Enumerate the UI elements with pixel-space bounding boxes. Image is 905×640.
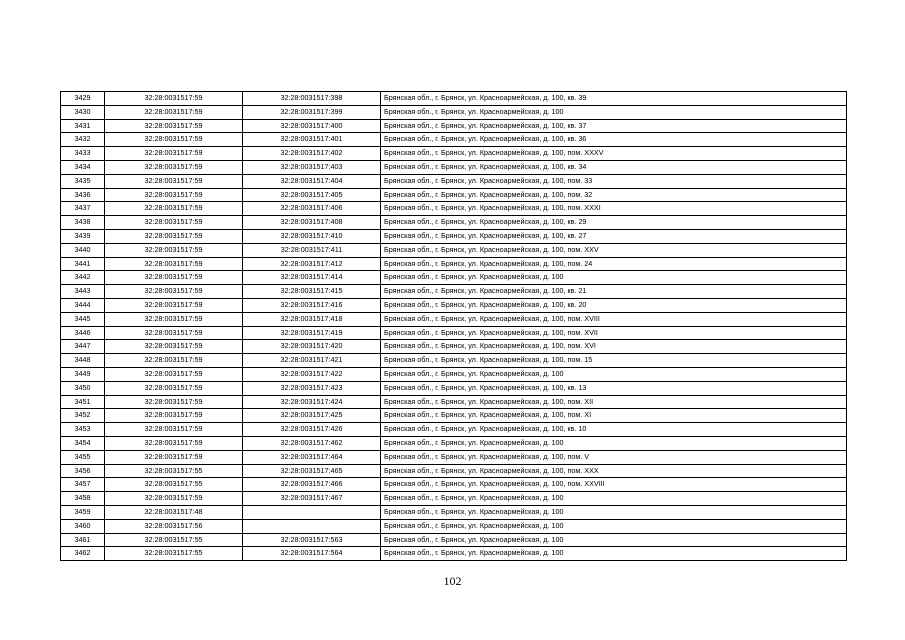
row-number-cell: 3438 <box>61 216 105 230</box>
parent-cadastral-cell: 32:28:0031517:59 <box>105 160 243 174</box>
cadastral-number-cell: 32:28:0031517:424 <box>243 395 381 409</box>
cadastral-number-cell: 32:28:0031517:411 <box>243 243 381 257</box>
cadastral-number-cell: 32:28:0031517:564 <box>243 547 381 561</box>
parent-cadastral-cell: 32:28:0031517:59 <box>105 257 243 271</box>
row-number-cell: 3444 <box>61 298 105 312</box>
address-cell: Брянская обл., г. Брянск, ул. Красноармейская, д. 100 <box>381 505 847 519</box>
table-row <box>61 409 847 423</box>
parent-cadastral-cell: 32:28:0031517:55 <box>105 547 243 561</box>
cadastral-number-cell: 32:28:0031517:408 <box>243 216 381 230</box>
address-cell: Брянская обл., г. Брянск, ул. Красноармейская, д. 100, пом. XVII <box>381 326 847 340</box>
parent-cadastral-cell: 32:28:0031517:59 <box>105 381 243 395</box>
parent-cadastral-cell: 32:28:0031517:59 <box>105 216 243 230</box>
parent-cadastral-cell: 32:28:0031517:59 <box>105 188 243 202</box>
address-cell: Брянская обл., г. Брянск, ул. Красноармейская, д. 100, пом. 24 <box>381 257 847 271</box>
cadastral-number-cell <box>243 505 381 519</box>
cadastral-number-cell: 32:28:0031517:400 <box>243 119 381 133</box>
address-cell: Брянская обл., г. Брянск, ул. Красноармейская, д. 100, кв. 20 <box>381 298 847 312</box>
table-row <box>61 423 847 437</box>
address-cell: Брянская обл., г. Брянск, ул. Красноармейская, д. 100, пом. XXXI <box>381 202 847 216</box>
table-row <box>61 271 847 285</box>
cadastral-number-cell: 32:28:0031517:418 <box>243 312 381 326</box>
parent-cadastral-cell: 32:28:0031517:55 <box>105 533 243 547</box>
address-cell: Брянская обл., г. Брянск, ул. Красноармейская, д. 100, кв. 27 <box>381 229 847 243</box>
row-number-cell: 3436 <box>61 188 105 202</box>
parent-cadastral-cell: 32:28:0031517:59 <box>105 202 243 216</box>
table-row <box>61 436 847 450</box>
row-number-cell: 3452 <box>61 409 105 423</box>
table-row <box>61 229 847 243</box>
cadastral-number-cell: 32:28:0031517:464 <box>243 450 381 464</box>
cadastral-number-cell: 32:28:0031517:465 <box>243 464 381 478</box>
row-number-cell: 3445 <box>61 312 105 326</box>
row-number-cell: 3450 <box>61 381 105 395</box>
parent-cadastral-cell: 32:28:0031517:59 <box>105 105 243 119</box>
cadastral-number-cell: 32:28:0031517:399 <box>243 105 381 119</box>
row-number-cell: 3459 <box>61 505 105 519</box>
table-row <box>61 105 847 119</box>
row-number-cell: 3460 <box>61 519 105 533</box>
row-number-cell: 3462 <box>61 547 105 561</box>
table-row <box>61 312 847 326</box>
row-number-cell: 3441 <box>61 257 105 271</box>
row-number-cell: 3439 <box>61 229 105 243</box>
row-number-cell: 3447 <box>61 340 105 354</box>
address-cell: Брянская обл., г. Брянск, ул. Красноармейская, д. 100, пом. XXXV <box>381 147 847 161</box>
parent-cadastral-cell: 32:28:0031517:59 <box>105 354 243 368</box>
cadastral-number-cell: 32:28:0031517:466 <box>243 478 381 492</box>
address-cell: Брянская обл., г. Брянск, ул. Красноармейская, д. 100, кв. 21 <box>381 285 847 299</box>
address-cell: Брянская обл., г. Брянск, ул. Красноармейская, д. 100, кв. 39 <box>381 92 847 106</box>
address-cell: Брянская обл., г. Брянск, ул. Красноармейская, д. 100, пом. XVIII <box>381 312 847 326</box>
parent-cadastral-cell: 32:28:0031517:59 <box>105 298 243 312</box>
address-cell: Брянская обл., г. Брянск, ул. Красноармейская, д. 100, пом. XXV <box>381 243 847 257</box>
cadastral-number-cell: 32:28:0031517:563 <box>243 533 381 547</box>
table-row <box>61 533 847 547</box>
cadastral-number-cell: 32:28:0031517:412 <box>243 257 381 271</box>
cadastral-number-cell: 32:28:0031517:415 <box>243 285 381 299</box>
cadastral-number-cell: 32:28:0031517:426 <box>243 423 381 437</box>
row-number-cell: 3449 <box>61 367 105 381</box>
address-cell: Брянская обл., г. Брянск, ул. Красноармейская, д. 100, кв. 13 <box>381 381 847 395</box>
address-cell: Брянская обл., г. Брянск, ул. Красноармейская, д. 100, пом. XVI <box>381 340 847 354</box>
table-row <box>61 174 847 188</box>
address-cell: Брянская обл., г. Брянск, ул. Красноармейская, д. 100, кв. 29 <box>381 216 847 230</box>
address-cell: Брянская обл., г. Брянск, ул. Красноармейская, д. 100, пом. XI <box>381 409 847 423</box>
table-body <box>61 92 847 561</box>
table-row <box>61 519 847 533</box>
table-row <box>61 464 847 478</box>
table-row <box>61 547 847 561</box>
row-number-cell: 3440 <box>61 243 105 257</box>
address-cell: Брянская обл., г. Брянск, ул. Красноармейская, д. 100 <box>381 533 847 547</box>
table-row <box>61 92 847 106</box>
table-row <box>61 298 847 312</box>
page-number: 102 <box>443 574 462 588</box>
address-cell: Брянская обл., г. Брянск, ул. Красноармейская, д. 100 <box>381 547 847 561</box>
table-row <box>61 257 847 271</box>
parent-cadastral-cell: 32:28:0031517:59 <box>105 423 243 437</box>
parent-cadastral-cell: 32:28:0031517:59 <box>105 312 243 326</box>
address-cell: Брянская обл., г. Брянск, ул. Красноармейская, д. 100, пом. 32 <box>381 188 847 202</box>
cadastral-number-cell: 32:28:0031517:419 <box>243 326 381 340</box>
table-row <box>61 450 847 464</box>
parent-cadastral-cell: 32:28:0031517:59 <box>105 229 243 243</box>
cadastral-number-cell: 32:28:0031517:405 <box>243 188 381 202</box>
table-row <box>61 505 847 519</box>
parent-cadastral-cell: 32:28:0031517:48 <box>105 505 243 519</box>
cadastral-number-cell: 32:28:0031517:425 <box>243 409 381 423</box>
cadastral-number-cell: 32:28:0031517:410 <box>243 229 381 243</box>
property-table <box>60 91 847 561</box>
parent-cadastral-cell: 32:28:0031517:56 <box>105 519 243 533</box>
cadastral-number-cell: 32:28:0031517:414 <box>243 271 381 285</box>
address-cell: Брянская обл., г. Брянск, ул. Красноармейская, д. 100 <box>381 367 847 381</box>
parent-cadastral-cell: 32:28:0031517:59 <box>105 409 243 423</box>
table-row <box>61 395 847 409</box>
parent-cadastral-cell: 32:28:0031517:59 <box>105 243 243 257</box>
row-number-cell: 3442 <box>61 271 105 285</box>
table-row <box>61 354 847 368</box>
address-cell: Брянская обл., г. Брянск, ул. Красноармейская, д. 100 <box>381 436 847 450</box>
row-number-cell: 3431 <box>61 119 105 133</box>
row-number-cell: 3458 <box>61 492 105 506</box>
address-cell: Брянская обл., г. Брянск, ул. Красноармейская, д. 100, пом. XXVIII <box>381 478 847 492</box>
parent-cadastral-cell: 32:28:0031517:59 <box>105 271 243 285</box>
address-cell: Брянская обл., г. Брянск, ул. Красноармейская, д. 100, кв. 36 <box>381 133 847 147</box>
row-number-cell: 3434 <box>61 160 105 174</box>
address-cell: Брянская обл., г. Брянск, ул. Красноармейская, д. 100 <box>381 519 847 533</box>
cadastral-number-cell: 32:28:0031517:467 <box>243 492 381 506</box>
cadastral-number-cell: 32:28:0031517:421 <box>243 354 381 368</box>
address-cell: Брянская обл., г. Брянск, ул. Красноармейская, д. 100, пом. V <box>381 450 847 464</box>
parent-cadastral-cell: 32:28:0031517:59 <box>105 147 243 161</box>
cadastral-number-cell: 32:28:0031517:406 <box>243 202 381 216</box>
table-row <box>61 202 847 216</box>
cadastral-number-cell: 32:28:0031517:401 <box>243 133 381 147</box>
cadastral-number-cell: 32:28:0031517:462 <box>243 436 381 450</box>
table-row <box>61 147 847 161</box>
table-row <box>61 119 847 133</box>
cadastral-number-cell: 32:28:0031517:403 <box>243 160 381 174</box>
table-row <box>61 326 847 340</box>
row-number-cell: 3454 <box>61 436 105 450</box>
parent-cadastral-cell: 32:28:0031517:59 <box>105 285 243 299</box>
row-number-cell: 3448 <box>61 354 105 368</box>
parent-cadastral-cell: 32:28:0031517:55 <box>105 478 243 492</box>
table-row <box>61 188 847 202</box>
row-number-cell: 3457 <box>61 478 105 492</box>
cadastral-number-cell: 32:28:0031517:404 <box>243 174 381 188</box>
address-cell: Брянская обл., г. Брянск, ул. Красноармейская, д. 100, пом. 15 <box>381 354 847 368</box>
table-row <box>61 216 847 230</box>
table-row <box>61 160 847 174</box>
parent-cadastral-cell: 32:28:0031517:59 <box>105 119 243 133</box>
address-cell: Брянская обл., г. Брянск, ул. Красноармейская, д. 100, пом. XXX <box>381 464 847 478</box>
parent-cadastral-cell: 32:28:0031517:59 <box>105 450 243 464</box>
row-number-cell: 3429 <box>61 92 105 106</box>
parent-cadastral-cell: 32:28:0031517:59 <box>105 395 243 409</box>
cadastral-number-cell: 32:28:0031517:423 <box>243 381 381 395</box>
address-cell: Брянская обл., г. Брянск, ул. Красноармейская, д. 100, кв. 10 <box>381 423 847 437</box>
parent-cadastral-cell: 32:28:0031517:59 <box>105 133 243 147</box>
cadastral-number-cell: 32:28:0031517:420 <box>243 340 381 354</box>
row-number-cell: 3455 <box>61 450 105 464</box>
row-number-cell: 3435 <box>61 174 105 188</box>
table-row <box>61 381 847 395</box>
address-cell: Брянская обл., г. Брянск, ул. Красноармейская, д. 100, кв. 37 <box>381 119 847 133</box>
table-row <box>61 285 847 299</box>
parent-cadastral-cell: 32:28:0031517:55 <box>105 464 243 478</box>
cadastral-number-cell: 32:28:0031517:398 <box>243 92 381 106</box>
cadastral-number-cell: 32:28:0031517:402 <box>243 147 381 161</box>
parent-cadastral-cell: 32:28:0031517:59 <box>105 174 243 188</box>
parent-cadastral-cell: 32:28:0031517:59 <box>105 326 243 340</box>
row-number-cell: 3446 <box>61 326 105 340</box>
address-cell: Брянская обл., г. Брянск, ул. Красноармейская, д. 100 <box>381 492 847 506</box>
row-number-cell: 3453 <box>61 423 105 437</box>
address-cell: Брянская обл., г. Брянск, ул. Красноармейская, д. 100, пом. 33 <box>381 174 847 188</box>
row-number-cell: 3443 <box>61 285 105 299</box>
address-cell: Брянская обл., г. Брянск, ул. Красноармейская, д. 100, кв. 34 <box>381 160 847 174</box>
row-number-cell: 3430 <box>61 105 105 119</box>
cadastral-number-cell: 32:28:0031517:422 <box>243 367 381 381</box>
address-cell: Брянская обл., г. Брянск, ул. Красноармейская, д. 100 <box>381 271 847 285</box>
cadastral-number-cell: 32:28:0031517:416 <box>243 298 381 312</box>
row-number-cell: 3433 <box>61 147 105 161</box>
row-number-cell: 3461 <box>61 533 105 547</box>
address-cell: Брянская обл., г. Брянск, ул. Красноармейская, д. 100, пом. XII <box>381 395 847 409</box>
row-number-cell: 3432 <box>61 133 105 147</box>
table-row <box>61 133 847 147</box>
table-row <box>61 492 847 506</box>
row-number-cell: 3451 <box>61 395 105 409</box>
parent-cadastral-cell: 32:28:0031517:59 <box>105 436 243 450</box>
table-row <box>61 243 847 257</box>
row-number-cell: 3456 <box>61 464 105 478</box>
parent-cadastral-cell: 32:28:0031517:59 <box>105 340 243 354</box>
table-row <box>61 340 847 354</box>
row-number-cell: 3437 <box>61 202 105 216</box>
cadastral-number-cell <box>243 519 381 533</box>
parent-cadastral-cell: 32:28:0031517:59 <box>105 492 243 506</box>
table-row <box>61 367 847 381</box>
parent-cadastral-cell: 32:28:0031517:59 <box>105 367 243 381</box>
table-row <box>61 478 847 492</box>
parent-cadastral-cell: 32:28:0031517:59 <box>105 92 243 106</box>
address-cell: Брянская обл., г. Брянск, ул. Красноармейская, д. 100 <box>381 105 847 119</box>
